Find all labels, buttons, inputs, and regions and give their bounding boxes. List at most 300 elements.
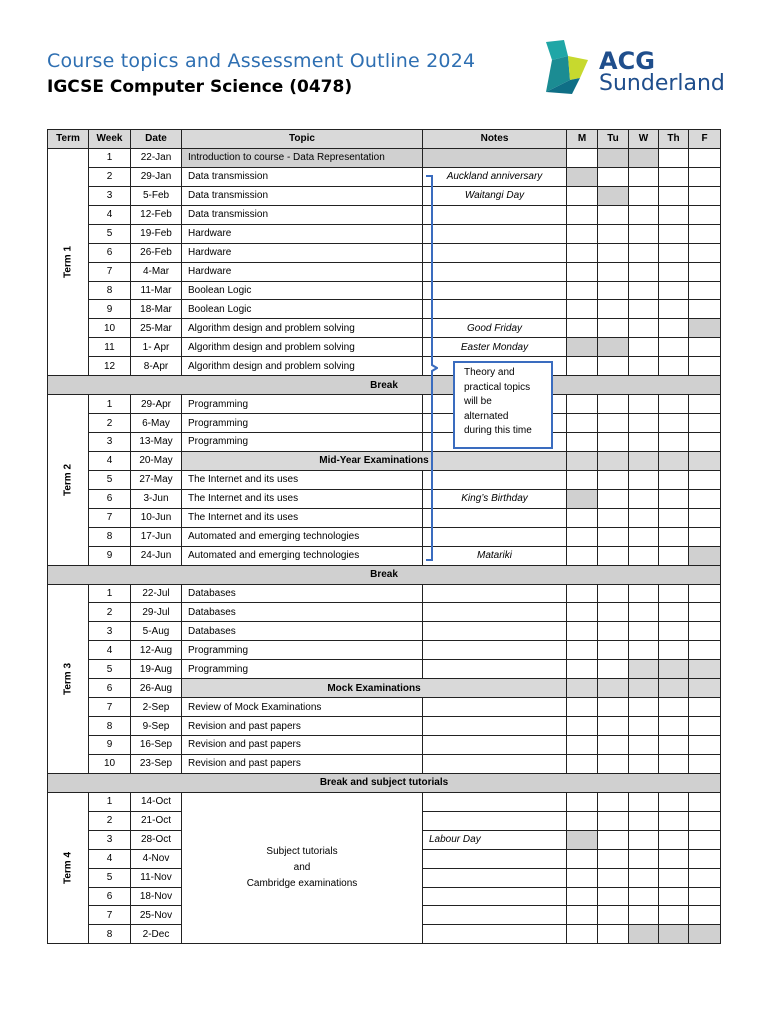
col-header-date: Date bbox=[131, 130, 182, 149]
date-cell: 2-Sep bbox=[131, 698, 182, 717]
topic-cell: Databases bbox=[182, 603, 423, 622]
date-cell: 16-Sep bbox=[131, 736, 182, 755]
date-cell: 6-May bbox=[131, 414, 182, 433]
day-cell bbox=[567, 811, 598, 830]
day-cell bbox=[659, 395, 689, 414]
week-cell: 5 bbox=[89, 868, 131, 887]
notes-cell: Good Friday bbox=[423, 319, 567, 338]
day-cell bbox=[689, 811, 721, 830]
col-header-mon: M bbox=[567, 130, 598, 149]
notes-cell bbox=[423, 224, 567, 243]
day-cell bbox=[598, 281, 629, 300]
day-cell bbox=[659, 792, 689, 811]
day-cell bbox=[598, 433, 629, 452]
day-cell bbox=[598, 811, 629, 830]
day-cell bbox=[567, 830, 598, 849]
date-cell: 1- Apr bbox=[131, 338, 182, 357]
table-row bbox=[48, 414, 721, 433]
term-label-cell bbox=[48, 584, 89, 773]
notes-cell bbox=[423, 527, 567, 546]
day-cell bbox=[659, 698, 689, 717]
logo-text-acg: ACG bbox=[599, 47, 655, 75]
date-cell: 25-Mar bbox=[131, 319, 182, 338]
week-cell: 1 bbox=[89, 148, 131, 167]
term4-topic-line: Cambridge examinations bbox=[246, 878, 358, 890]
table-row bbox=[48, 451, 721, 470]
day-cell bbox=[659, 338, 689, 357]
topic-cell: Algorithm design and problem solving bbox=[182, 357, 423, 376]
table-row bbox=[48, 717, 721, 736]
date-cell: 14-Oct bbox=[131, 792, 182, 811]
break-label: Break and subject tutorials bbox=[48, 773, 721, 792]
week-cell: 8 bbox=[89, 925, 131, 944]
day-cell bbox=[598, 508, 629, 527]
day-cell bbox=[629, 792, 659, 811]
day-cell bbox=[659, 527, 689, 546]
day-cell bbox=[629, 243, 659, 262]
date-cell: 21-Oct bbox=[131, 811, 182, 830]
page-subtitle: IGCSE Computer Science (0478) bbox=[47, 77, 353, 97]
table-row bbox=[48, 224, 721, 243]
break-label: Break bbox=[48, 565, 721, 584]
day-cell bbox=[659, 262, 689, 281]
week-cell: 7 bbox=[89, 508, 131, 527]
day-cell bbox=[598, 414, 629, 433]
notes-cell bbox=[423, 584, 567, 603]
day-cell bbox=[567, 451, 598, 470]
callout-line: during this time bbox=[464, 425, 532, 436]
notes-cell bbox=[423, 887, 567, 906]
day-cell bbox=[689, 868, 721, 887]
day-cell bbox=[598, 868, 629, 887]
day-cell bbox=[629, 395, 659, 414]
col-header-thu: Th bbox=[659, 130, 689, 149]
header-row bbox=[48, 130, 721, 149]
col-header-week: Week bbox=[89, 130, 131, 149]
day-cell bbox=[689, 546, 721, 565]
day-cell bbox=[567, 925, 598, 944]
day-cell bbox=[567, 736, 598, 755]
day-cell bbox=[567, 300, 598, 319]
week-cell: 1 bbox=[89, 395, 131, 414]
table-row bbox=[48, 167, 721, 186]
day-cell bbox=[567, 717, 598, 736]
day-cell bbox=[659, 319, 689, 338]
week-cell: 7 bbox=[89, 262, 131, 281]
week-cell: 2 bbox=[89, 811, 131, 830]
day-cell bbox=[567, 508, 598, 527]
day-cell bbox=[689, 470, 721, 489]
day-cell bbox=[567, 868, 598, 887]
table-row bbox=[48, 792, 721, 811]
table-row bbox=[48, 679, 721, 698]
day-cell bbox=[659, 148, 689, 167]
day-cell bbox=[629, 338, 659, 357]
date-cell: 28-Oct bbox=[131, 830, 182, 849]
day-cell bbox=[598, 167, 629, 186]
notes-cell bbox=[423, 603, 567, 622]
week-cell: 5 bbox=[89, 660, 131, 679]
day-cell bbox=[567, 167, 598, 186]
break-row bbox=[48, 376, 721, 395]
day-cell bbox=[689, 830, 721, 849]
day-cell bbox=[629, 527, 659, 546]
day-cell bbox=[567, 205, 598, 224]
notes-cell bbox=[423, 717, 567, 736]
day-cell bbox=[567, 224, 598, 243]
notes-cell bbox=[423, 698, 567, 717]
day-cell bbox=[659, 205, 689, 224]
table-row bbox=[48, 205, 721, 224]
day-cell bbox=[567, 148, 598, 167]
table-row bbox=[48, 300, 721, 319]
day-cell bbox=[629, 811, 659, 830]
table-row bbox=[48, 508, 721, 527]
day-cell bbox=[598, 849, 629, 868]
day-cell bbox=[567, 622, 598, 641]
week-cell: 6 bbox=[89, 679, 131, 698]
exam-topic-cell: Mid-Year Examinations bbox=[182, 451, 567, 470]
day-cell bbox=[598, 641, 629, 660]
notes-cell bbox=[423, 754, 567, 773]
table-row bbox=[48, 338, 721, 357]
week-cell: 4 bbox=[89, 849, 131, 868]
day-cell bbox=[567, 319, 598, 338]
callout-line: practical topics bbox=[464, 381, 531, 393]
day-cell bbox=[689, 792, 721, 811]
day-cell bbox=[629, 414, 659, 433]
day-cell bbox=[567, 546, 598, 565]
day-cell bbox=[567, 470, 598, 489]
notes-cell bbox=[423, 205, 567, 224]
day-cell bbox=[567, 849, 598, 868]
day-cell bbox=[659, 546, 689, 565]
col-header-notes: Notes bbox=[423, 130, 567, 149]
week-cell: 10 bbox=[89, 319, 131, 338]
day-cell bbox=[598, 186, 629, 205]
week-cell: 4 bbox=[89, 205, 131, 224]
day-cell bbox=[659, 433, 689, 452]
day-cell bbox=[629, 736, 659, 755]
day-cell bbox=[629, 148, 659, 167]
day-cell bbox=[629, 546, 659, 565]
day-cell bbox=[598, 754, 629, 773]
topic-cell: Algorithm design and problem solving bbox=[182, 319, 423, 338]
day-cell bbox=[659, 243, 689, 262]
day-cell bbox=[629, 641, 659, 660]
week-cell: 8 bbox=[89, 281, 131, 300]
day-cell bbox=[659, 357, 689, 376]
day-cell bbox=[659, 451, 689, 470]
notes-cell: King’s Birthday bbox=[423, 489, 567, 508]
date-cell: 4-Mar bbox=[131, 262, 182, 281]
notes-cell bbox=[423, 849, 567, 868]
day-cell bbox=[659, 830, 689, 849]
day-cell bbox=[629, 906, 659, 925]
term-label: Term 3 bbox=[62, 662, 74, 695]
day-cell bbox=[659, 470, 689, 489]
topic-cell: Programming bbox=[182, 660, 423, 679]
day-cell bbox=[659, 811, 689, 830]
term-label: Term 2 bbox=[62, 463, 74, 496]
topic-cell: Data transmission bbox=[182, 205, 423, 224]
day-cell bbox=[629, 281, 659, 300]
date-cell: 12-Feb bbox=[131, 205, 182, 224]
table-row bbox=[48, 698, 721, 717]
week-cell: 9 bbox=[89, 300, 131, 319]
day-cell bbox=[689, 357, 721, 376]
table-row bbox=[48, 660, 721, 679]
callout-line: alternated bbox=[464, 410, 509, 422]
table-row bbox=[48, 641, 721, 660]
date-cell: 26-Aug bbox=[131, 679, 182, 698]
week-cell: 6 bbox=[89, 887, 131, 906]
term4-topic-line: and bbox=[293, 862, 311, 874]
week-cell: 2 bbox=[89, 167, 131, 186]
notes-cell: Auckland anniversary bbox=[423, 167, 567, 186]
table-row bbox=[48, 319, 721, 338]
table-row bbox=[48, 433, 721, 452]
table-row bbox=[48, 395, 721, 414]
week-cell: 12 bbox=[89, 357, 131, 376]
notes-cell bbox=[423, 262, 567, 281]
topic-cell: The Internet and its uses bbox=[182, 470, 423, 489]
day-cell bbox=[689, 433, 721, 452]
day-cell bbox=[659, 754, 689, 773]
week-cell: 7 bbox=[89, 698, 131, 717]
day-cell bbox=[659, 186, 689, 205]
day-cell bbox=[689, 679, 721, 698]
day-cell bbox=[567, 698, 598, 717]
date-cell: 13-May bbox=[131, 433, 182, 452]
date-cell: 11-Mar bbox=[131, 281, 182, 300]
date-cell: 27-May bbox=[131, 470, 182, 489]
notes-cell bbox=[423, 906, 567, 925]
table-row bbox=[48, 527, 721, 546]
day-cell bbox=[598, 338, 629, 357]
break-row bbox=[48, 773, 721, 792]
break-row bbox=[48, 565, 721, 584]
day-cell bbox=[567, 338, 598, 357]
date-cell: 5-Feb bbox=[131, 186, 182, 205]
date-cell: 5-Aug bbox=[131, 622, 182, 641]
topic-cell: Hardware bbox=[182, 224, 423, 243]
day-cell bbox=[689, 148, 721, 167]
topic-cell: Automated and emerging technologies bbox=[182, 546, 423, 565]
topic-cell: Revision and past papers bbox=[182, 736, 423, 755]
day-cell bbox=[689, 925, 721, 944]
week-cell: 1 bbox=[89, 792, 131, 811]
notes-cell bbox=[423, 148, 567, 167]
date-cell: 22-Jul bbox=[131, 584, 182, 603]
week-cell: 1 bbox=[89, 584, 131, 603]
term-label-cell bbox=[48, 395, 89, 565]
notes-cell bbox=[423, 660, 567, 679]
day-cell bbox=[629, 754, 659, 773]
date-cell: 26-Feb bbox=[131, 243, 182, 262]
day-cell bbox=[629, 451, 659, 470]
day-cell bbox=[689, 300, 721, 319]
day-cell bbox=[659, 167, 689, 186]
table-row bbox=[48, 357, 721, 376]
day-cell bbox=[689, 717, 721, 736]
day-cell bbox=[689, 849, 721, 868]
topic-cell: Review of Mock Examinations bbox=[182, 698, 423, 717]
day-cell bbox=[567, 414, 598, 433]
day-cell bbox=[689, 167, 721, 186]
week-cell: 4 bbox=[89, 451, 131, 470]
day-cell bbox=[598, 319, 629, 338]
week-cell: 3 bbox=[89, 433, 131, 452]
notes-cell bbox=[423, 622, 567, 641]
day-cell bbox=[567, 527, 598, 546]
date-cell: 8-Apr bbox=[131, 357, 182, 376]
notes-cell: Labour Day bbox=[423, 830, 567, 849]
day-cell bbox=[629, 849, 659, 868]
notes-cell bbox=[423, 508, 567, 527]
day-cell bbox=[689, 186, 721, 205]
week-cell: 2 bbox=[89, 603, 131, 622]
day-cell bbox=[567, 357, 598, 376]
col-header-wed: W bbox=[629, 130, 659, 149]
week-cell: 6 bbox=[89, 489, 131, 508]
week-cell: 5 bbox=[89, 224, 131, 243]
table-row bbox=[48, 243, 721, 262]
day-cell bbox=[659, 641, 689, 660]
week-cell: 8 bbox=[89, 717, 131, 736]
day-cell bbox=[598, 527, 629, 546]
day-cell bbox=[689, 603, 721, 622]
week-cell: 5 bbox=[89, 470, 131, 489]
week-cell: 3 bbox=[89, 622, 131, 641]
day-cell bbox=[567, 584, 598, 603]
exam-topic-cell: Mock Examinations bbox=[182, 679, 567, 698]
day-cell bbox=[567, 792, 598, 811]
term4-topic-cell bbox=[182, 792, 423, 944]
callout-note bbox=[453, 361, 553, 449]
col-header-fri: F bbox=[689, 130, 721, 149]
date-cell: 2-Dec bbox=[131, 925, 182, 944]
day-cell bbox=[689, 736, 721, 755]
day-cell bbox=[598, 887, 629, 906]
day-cell bbox=[567, 489, 598, 508]
date-cell: 20-May bbox=[131, 451, 182, 470]
day-cell bbox=[659, 906, 689, 925]
day-cell bbox=[689, 205, 721, 224]
day-cell bbox=[659, 868, 689, 887]
day-cell bbox=[629, 319, 659, 338]
day-cell bbox=[598, 584, 629, 603]
logo-text-sunderland: Sunderland bbox=[599, 71, 725, 96]
day-cell bbox=[659, 508, 689, 527]
day-cell bbox=[567, 754, 598, 773]
table-row bbox=[48, 148, 721, 167]
notes-cell: Matariki bbox=[423, 546, 567, 565]
day-cell bbox=[629, 300, 659, 319]
day-cell bbox=[689, 508, 721, 527]
day-cell bbox=[689, 622, 721, 641]
notes-cell bbox=[423, 736, 567, 755]
day-cell bbox=[629, 925, 659, 944]
date-cell: 18-Mar bbox=[131, 300, 182, 319]
day-cell bbox=[689, 262, 721, 281]
day-cell bbox=[598, 262, 629, 281]
day-cell bbox=[629, 679, 659, 698]
schedule-table bbox=[47, 129, 721, 944]
day-cell bbox=[629, 698, 659, 717]
day-cell bbox=[629, 262, 659, 281]
day-cell bbox=[659, 224, 689, 243]
break-label: Break bbox=[48, 376, 721, 395]
day-cell bbox=[659, 300, 689, 319]
day-cell bbox=[629, 717, 659, 736]
topic-cell: Data transmission bbox=[182, 167, 423, 186]
topic-cell: Boolean Logic bbox=[182, 300, 423, 319]
table-row bbox=[48, 622, 721, 641]
day-cell bbox=[598, 792, 629, 811]
day-cell bbox=[598, 470, 629, 489]
week-cell: 2 bbox=[89, 414, 131, 433]
day-cell bbox=[598, 243, 629, 262]
week-cell: 11 bbox=[89, 338, 131, 357]
day-cell bbox=[598, 660, 629, 679]
day-cell bbox=[659, 489, 689, 508]
date-cell: 22-Jan bbox=[131, 148, 182, 167]
day-cell bbox=[567, 433, 598, 452]
notes-cell bbox=[423, 868, 567, 887]
day-cell bbox=[689, 224, 721, 243]
day-cell bbox=[629, 489, 659, 508]
day-cell bbox=[567, 603, 598, 622]
date-cell: 23-Sep bbox=[131, 754, 182, 773]
day-cell bbox=[689, 281, 721, 300]
day-cell bbox=[629, 357, 659, 376]
day-cell bbox=[689, 451, 721, 470]
week-cell: 10 bbox=[89, 754, 131, 773]
term-label-cell bbox=[48, 792, 89, 944]
day-cell bbox=[659, 622, 689, 641]
day-cell bbox=[629, 508, 659, 527]
notes-cell bbox=[423, 792, 567, 811]
day-cell bbox=[689, 660, 721, 679]
day-cell bbox=[567, 262, 598, 281]
day-cell bbox=[567, 395, 598, 414]
day-cell bbox=[659, 603, 689, 622]
topic-cell: Programming bbox=[182, 433, 423, 452]
topic-cell: Programming bbox=[182, 395, 423, 414]
table-row bbox=[48, 489, 721, 508]
day-cell bbox=[659, 414, 689, 433]
day-cell bbox=[598, 717, 629, 736]
day-cell bbox=[629, 584, 659, 603]
day-cell bbox=[629, 622, 659, 641]
date-cell: 19-Feb bbox=[131, 224, 182, 243]
day-cell bbox=[659, 849, 689, 868]
day-cell bbox=[598, 736, 629, 755]
topic-cell: Hardware bbox=[182, 243, 423, 262]
day-cell bbox=[629, 433, 659, 452]
notes-cell bbox=[423, 281, 567, 300]
day-cell bbox=[598, 925, 629, 944]
day-cell bbox=[689, 338, 721, 357]
day-cell bbox=[629, 167, 659, 186]
table-row bbox=[48, 736, 721, 755]
date-cell: 4-Nov bbox=[131, 849, 182, 868]
day-cell bbox=[567, 186, 598, 205]
day-cell bbox=[567, 906, 598, 925]
day-cell bbox=[689, 641, 721, 660]
day-cell bbox=[689, 414, 721, 433]
